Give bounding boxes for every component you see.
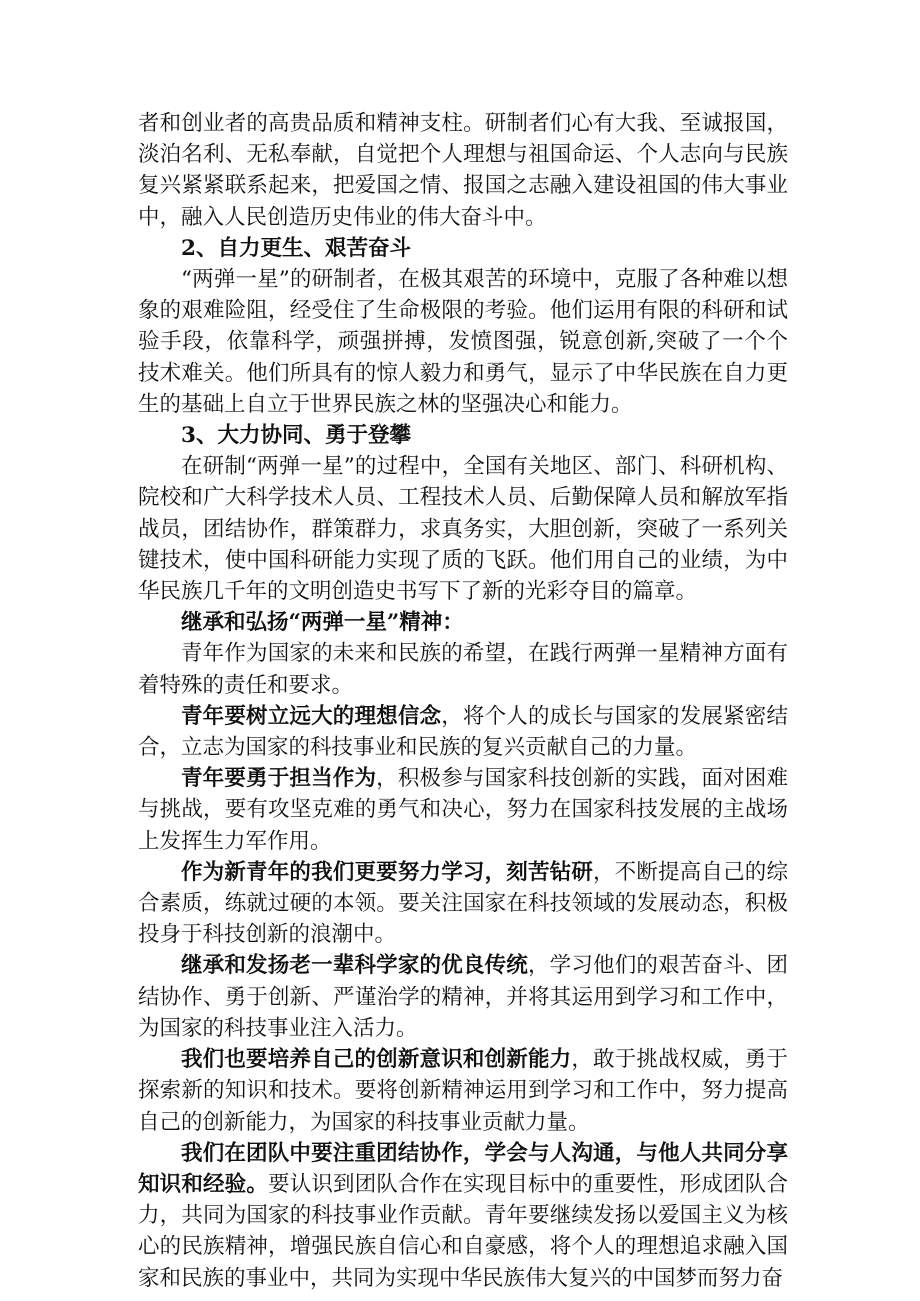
paragraph-study xyxy=(138,857,788,951)
paragraph-ideals xyxy=(138,701,788,763)
paragraph-tradition-bold: 继承和发扬老一辈科学家的优良传统 xyxy=(181,953,528,979)
paragraph-study-text: ，不断提高自己的综合素质，练就过硬的本领。要关注国家在科技领域的发展动态，积极投身于科技创新的浪潮中。 xyxy=(138,859,788,948)
paragraph-teamwork xyxy=(138,1138,788,1294)
paragraph-tradition xyxy=(138,950,788,1044)
paragraph-teamwork-text: 要认识到团队合作在实现目标中的重要性，形成团队合力，共同为国家的科技事业作贡献。青年要继续发扬以爱国主义为核心的民族精神，增强民族自信心和自豪感，将个人的理想追求融入国家和民族的事业中，共同为实现中华民族伟大复兴的中国梦而努力奋 xyxy=(138,1171,788,1291)
paragraph-cooperation: 在研制“两弹一星”的过程中，全国有关地区、部门、科研机构、院校和广大科学技术人员、工程技术人员、后勤保障人员和解放军指战员，团结协作，群策群力，求真务实，大胆创新，突破了一系列关键技术，使中国科研能力实现了质的飞跃。他们用自己的业绩，为中华民族几千年的文明创造史书写下了新的光彩夺目的篇章。 xyxy=(138,454,788,605)
paragraph-study-bold: 作为新青年的我们更要努力学习，刻苦钻研 xyxy=(181,859,593,885)
paragraph-ideals-text: ，将个人的成长与国家的发展紧密结合，立志为国家的科技事业和民族的复兴贡献自己的力量。 xyxy=(138,703,788,761)
section-heading-3: 3、大力协同、勇于登攀 xyxy=(181,423,411,449)
section-heading-2: 2、自力更生、艰苦奋斗 xyxy=(181,235,411,261)
paragraph-innovation-bold: 我们也要培养自己的创新意识和创新能力 xyxy=(181,1047,572,1073)
paragraph-youth-responsibility: 青年作为国家的未来和民族的希望，在践行两弹一星精神方面有着特殊的责任和要求。 xyxy=(138,641,788,698)
paragraph-self-reliance: “两弹一星”的研制者，在极其艰苦的环境中，克服了各种难以想象的艰难险阻，经受住了生命极限的考验。他们运用有限的科研和试验手段，依靠科学，顽强拼搏，发愤图强，锐意创新,突破了一个个技术难关。他们所具有的惊人毅力和勇气，显示了中华民族在自力更生的基础上自立于世界民族之林的坚强决心和能力。 xyxy=(138,267,788,417)
paragraph-intro-continued: 者和创业者的高贵品质和精神支柱。研制者们心有大我、至诚报国，淡泊名利、无私奉献，自觉把个人理想与祖国命运、个人志向与民族复兴紧紧联系起来，把爱国之情、报国之志融入建设祖国的伟大事业中，融入人民创造历史伟业的伟大奋斗中。 xyxy=(138,111,788,230)
paragraph-teamwork-bold: 我们在团队中要注重团结协作，学会与人沟通，与他人共同分享知识和经验。 xyxy=(138,1140,788,1197)
paragraph-tradition-text: ，学习他们的艰苦奋斗、团结协作、勇于创新、严谨治学的精神，并将其运用到学习和工作中，为国家的科技事业注入活力。 xyxy=(138,953,788,1041)
paragraph-responsibility xyxy=(138,763,788,857)
paragraph-ideals-bold: 青年要树立远大的理想信念 xyxy=(181,703,442,729)
paragraph-responsibility-bold: 青年要勇于担当作为 xyxy=(181,766,377,792)
document-page xyxy=(138,108,788,1294)
paragraph-innovation-text: ，敢于挑战权威，勇于探索新的知识和技术。要将创新精神运用到学习和工作中，努力提高自己的创新能力，为国家的科技事业贡献力量。 xyxy=(138,1047,788,1135)
paragraph-innovation xyxy=(138,1044,788,1138)
paragraph-responsibility-text: ，积极参与国家科技创新的实践，面对困难与挑战，要有攻坚克难的勇气和决心，努力在国家科技发展的主战场上发挥生力军作用。 xyxy=(138,766,788,854)
section-heading-inherit: 继承和弘扬“两弹一星”精神： xyxy=(181,610,464,636)
